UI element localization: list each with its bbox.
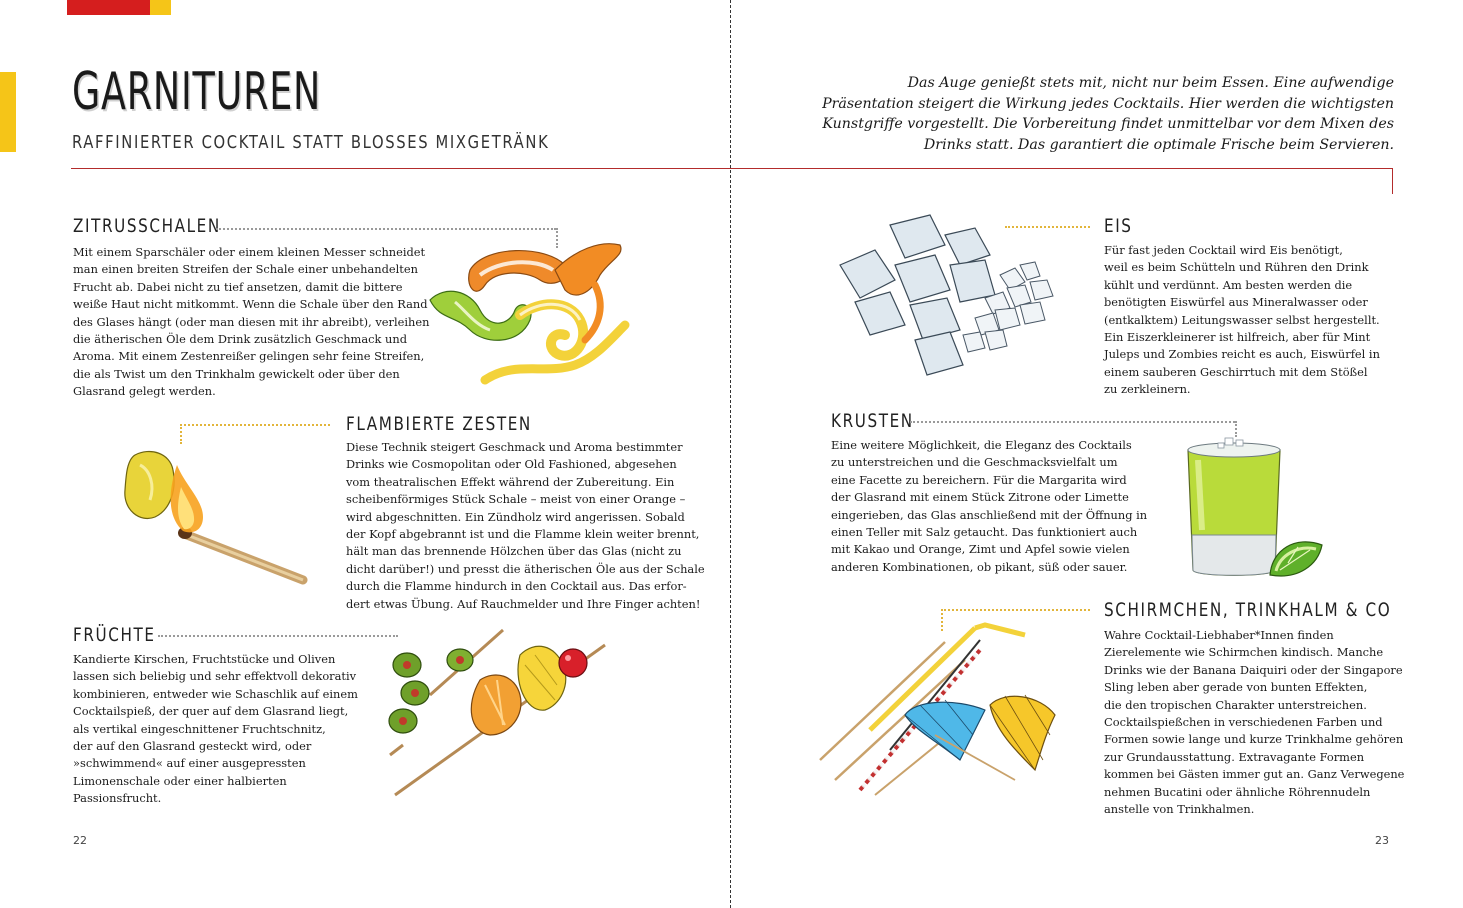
line: die den tropischen Charakter unterstreichen. (1104, 697, 1367, 712)
line: Zierelemente wie Schirmchen kindisch. Manche (1104, 645, 1384, 660)
line: lassen sich beliebig und sehr effektvoll dekorativ (73, 669, 357, 684)
intro-text: Das Auge genießt stets mit, nicht nur beim Essen. Eine aufwendige Präsentation steigert die Wirkung jedes Cocktails. Hier werden die wichtigsten Kunstgriffe vorgestellt. Die Vorbereitung findet unmittelbar vor dem Mixen des Drinks statt. Das garantiert die optimale Frische beim Servieren. (822, 75, 1394, 153)
heading-flambierte-zesten: FLAMBIERTE ZESTEN (346, 413, 532, 435)
line: des Glases hängt (oder man diesen mit ihr abreibt), verleihen (73, 314, 430, 329)
line: Frucht ab. Dabei nicht zu tief ansetzen, damit die bittere (73, 279, 403, 294)
heading-eis: EIS (1104, 215, 1133, 237)
line: der Kopf abgebrannt ist und die Flamme klein weiter brennt, (346, 527, 700, 542)
side-yellow-bar (0, 72, 16, 152)
heading-schirmchen: SCHIRMCHEN, TRINKHALM & CO (1104, 599, 1392, 621)
heading-fruechte: FRÜCHTE (73, 624, 156, 646)
text-krusten (831, 437, 1147, 576)
page-title: GARNITUREN (72, 62, 322, 122)
line: Glasrand gelegt werden. (73, 384, 216, 399)
line: kommen bei Gästen immer gut an. Ganz Verwegene (1104, 767, 1405, 782)
line: Diese Technik steigert Geschmack und Aroma bestimmter (346, 440, 683, 454)
text-fruechte (73, 651, 358, 808)
leader-flambierte (180, 424, 330, 426)
line: anstelle von Trinkhalmen. (1104, 802, 1255, 817)
line: kombinieren, entweder wie Schaschlik auf einem (73, 686, 358, 701)
flaming-match-illustration (115, 445, 315, 595)
line: vom theatralischen Effekt während der Zubereitung. Ein (346, 474, 675, 489)
ice-cubes-illustration (835, 210, 1065, 390)
line: die ätherischen Öle dem Drink zusätzlich Geschmack und (73, 332, 407, 347)
line: einem sauberen Geschirrtuch mit dem Stößel (1104, 364, 1368, 379)
line: eine Facette zu bereichern. Für die Margarita wird (831, 472, 1127, 487)
text-zitrusschalen (73, 244, 429, 401)
line: als vertikal eingeschnittener Fruchtschnitz, (73, 721, 326, 736)
top-yellow-bar (150, 0, 171, 15)
line: weiße Haut nicht mitkommt. Wenn die Schale über den Rand (73, 297, 428, 312)
text-eis (1104, 242, 1380, 399)
fruit-skewer-illustration (385, 625, 615, 810)
line: Drinks wie Cosmopolitan oder Old Fashioned, abgesehen (346, 457, 677, 472)
line: Für fast jeden Cocktail wird Eis benötigt, (1104, 243, 1343, 257)
line: durch die Flamme hindurch in den Cocktail aus. Das erfor- (346, 579, 687, 594)
citrus-peel-illustration (425, 230, 635, 400)
umbrellas-straws-illustration (815, 620, 1065, 800)
line: Wahre Cocktail-Liebhaber*Innen finden (1104, 628, 1334, 642)
line: scheibenförmiges Stück Schale – meist von einer Orange – (346, 492, 686, 507)
heading-krusten: KRUSTEN (831, 410, 914, 432)
line: Formen sowie lange und kurze Trinkhalme gehören (1104, 732, 1404, 747)
header-rule-tick (1392, 168, 1393, 194)
line: die als Twist um den Trinkhalm gewickelt oder über den (73, 366, 400, 381)
leader-fruechte (158, 635, 398, 637)
leader-krusten (910, 421, 1235, 423)
line: kühlt und verdünnt. Am besten werden die (1104, 277, 1353, 292)
top-red-bar (67, 0, 150, 15)
page-number-right: 23 (1375, 834, 1389, 847)
line: wird abgeschnitten. Ein Zündholz wird angerissen. Sobald (346, 509, 685, 524)
line: zu zerkleinern. (1104, 382, 1191, 397)
line: der Glasrand mit einem Stück Zitrone oder Limette (831, 490, 1129, 505)
heading-zitrusschalen: ZITRUSSCHALEN (73, 215, 221, 237)
line: eingerieben, das Glas anschließend mit der Öffnung in (831, 507, 1148, 522)
line: Juleps und Zombies reicht es auch, Eiswürfel in (1104, 347, 1380, 362)
crusted-glass-illustration (1180, 435, 1330, 585)
line: (entkalktem) Leitungswasser selbst hergestellt. (1104, 312, 1380, 327)
line: Limonenschale oder einer halbierten (73, 773, 287, 788)
line: einen Teller mit Salz getaucht. Das funktioniert auch (831, 525, 1138, 540)
line: Drinks wie der Banana Daiquiri oder der Singapore (1104, 662, 1403, 677)
line: Sling leben aber gerade von bunten Effekten, (1104, 680, 1368, 695)
leader-schirmchen (941, 609, 1090, 611)
line: Kandierte Kirschen, Fruchtstücke und Oliven (73, 652, 336, 666)
line: Aroma. Mit einem Zestenreißer gelingen sehr feine Streifen, (73, 349, 425, 364)
line: hält man das brennende Hölzchen über das Glas (nicht zu (346, 544, 682, 559)
line: »schwimmend« auf einer ausgepressten (73, 756, 306, 771)
line: dicht darüber!) und presst die ätherischen Öle aus der Schale (346, 561, 705, 576)
line: Mit einem Sparschäler oder einem kleinen Messer schneidet (73, 245, 426, 259)
line: weil es beim Schütteln und Rühren den Drink (1104, 260, 1369, 275)
line: benötigten Eiswürfel aus Mineralwasser oder (1104, 295, 1368, 310)
line: zur Grundausstattung. Extravagante Formen (1104, 749, 1365, 764)
line: Passionsfrucht. (73, 791, 162, 806)
line: Cocktailspießchen in verschiedenen Farben und (1104, 715, 1383, 730)
line: man einen breiten Streifen der Schale einer unbehandelten (73, 262, 418, 277)
header-rule (71, 168, 1393, 169)
line: der auf den Glasrand gesteckt wird, oder (73, 739, 312, 754)
line: nehmen Bucatini oder ähnliche Röhrennudeln (1104, 784, 1371, 799)
leader-flambierte-v (180, 424, 182, 444)
line: anderen Kombinationen, ob pikant, süß oder sauer. (831, 559, 1128, 574)
line: Eine weitere Möglichkeit, die Eleganz des Cocktails (831, 438, 1132, 452)
line: Ein Eiszerkleinerer ist hilfreich, aber für Mint (1104, 330, 1371, 345)
page-subtitle: RAFFINIERTER COCKTAIL STATT BLOSSES MIXGETRÄNK (72, 132, 550, 153)
line: mit Kakao und Orange, Zimt und Apfel sowie vielen (831, 542, 1130, 557)
line: zu unterstreichen und die Geschmacksvielfalt um (831, 455, 1118, 470)
page-fold (730, 0, 731, 908)
page-number-left: 22 (73, 834, 87, 847)
text-schirmchen (1104, 627, 1404, 818)
line: dert etwas Übung. Auf Rauchmelder und Ihre Finger achten! (346, 596, 701, 611)
text-flambierte-zesten (346, 439, 705, 613)
line: Cocktailspieß, der quer auf dem Glasrand liegt, (73, 704, 349, 719)
